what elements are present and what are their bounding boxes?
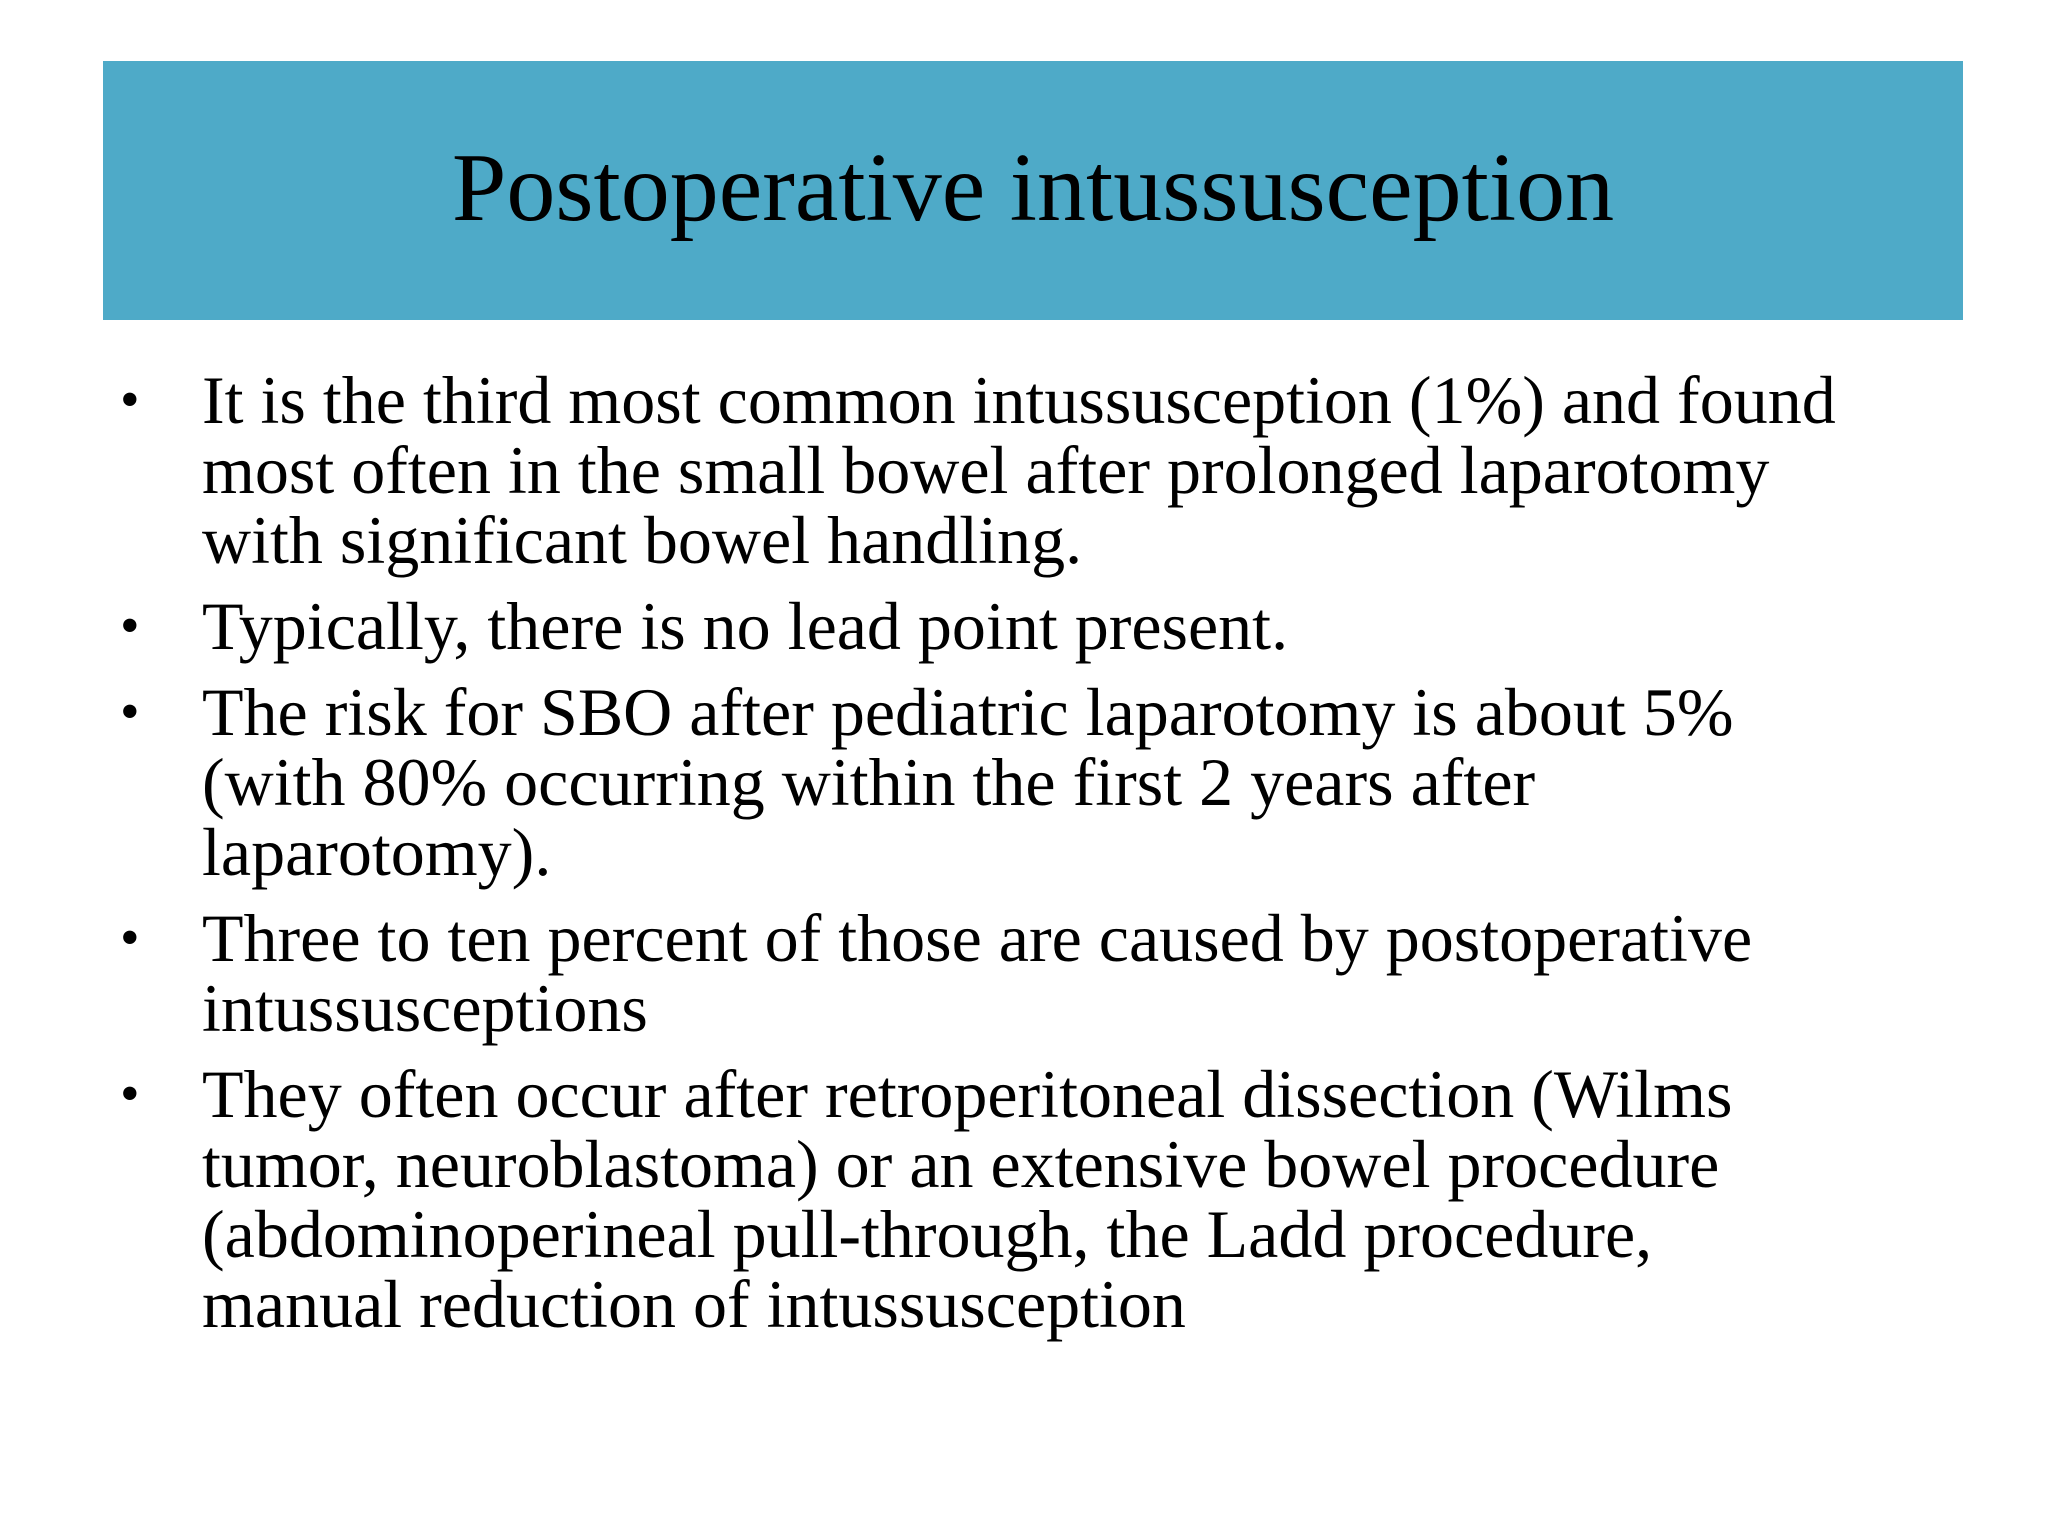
bullet-line: Typically, there is no lead point present. xyxy=(202,588,1289,664)
bullet-line: It is the third most common intussusception (1%) and found xyxy=(202,362,1836,438)
bullet-text xyxy=(202,362,1960,578)
bullet-text xyxy=(202,900,1960,1046)
bullet-item xyxy=(120,362,1960,578)
bullet-line: (with 80% occurring within the first 2 years after xyxy=(202,744,1536,820)
bullet-line: with significant bowel handling. xyxy=(202,502,1083,578)
bullet-marker: • xyxy=(120,907,140,969)
slide-title: Postoperative intussusception xyxy=(451,133,1615,242)
bullet-line: tumor, neuroblastoma) or an extensive bowel procedure xyxy=(202,1126,1720,1202)
bullet-item xyxy=(120,588,1960,664)
bullet-marker: • xyxy=(120,369,140,431)
bullet-item xyxy=(120,674,1960,890)
bullet-line: intussusceptions xyxy=(202,970,648,1046)
bullet-line: (abdominoperineal pull-through, the Ladd procedure, xyxy=(202,1196,1653,1272)
title-banner xyxy=(103,61,1963,320)
bullet-line: The risk for SBO after pediatric laparotomy is about 5% xyxy=(202,674,1734,750)
bullet-list xyxy=(120,362,1960,1355)
bullet-line: most often in the small bowel after prolonged laparotomy xyxy=(202,432,1770,508)
bullet-line: laparotomy). xyxy=(202,814,552,890)
bullet-marker: • xyxy=(120,681,140,743)
bullet-line: They often occur after retroperitoneal dissection (Wilms xyxy=(202,1056,1733,1132)
bullet-marker: • xyxy=(120,1063,140,1125)
bullet-item xyxy=(120,900,1960,1046)
bullet-line: Three to ten percent of those are caused by postoperative xyxy=(202,900,1753,976)
bullet-marker: • xyxy=(120,595,140,657)
bullet-text xyxy=(202,1056,1960,1342)
bullet-line: manual reduction of intussusception xyxy=(202,1266,1186,1342)
bullet-text xyxy=(202,674,1960,890)
bullet-text xyxy=(202,588,1960,664)
bullet-item xyxy=(120,1056,1960,1342)
